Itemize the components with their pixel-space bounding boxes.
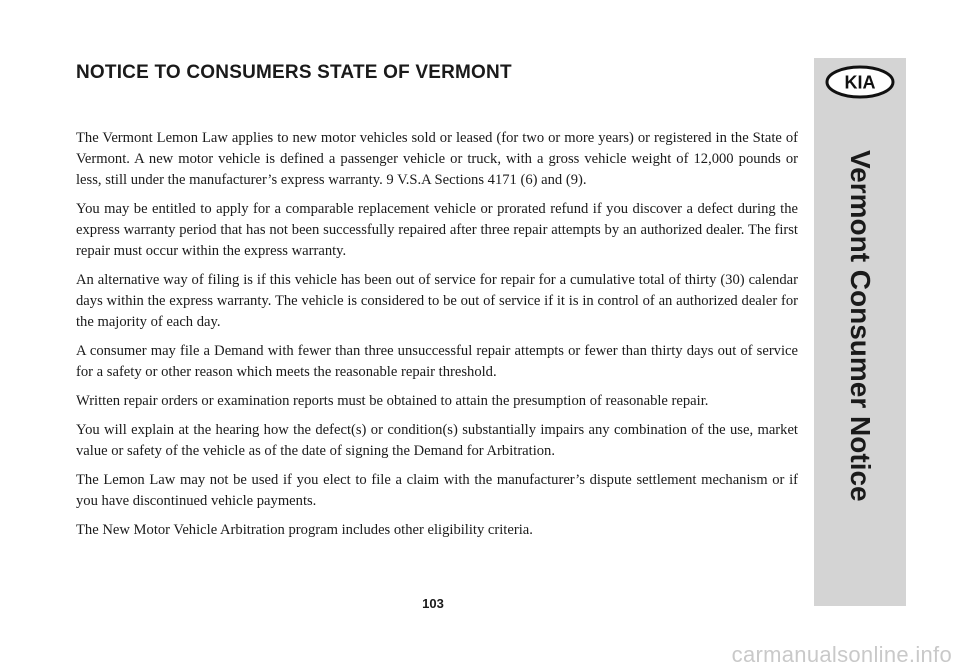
paragraph-hearing: You will explain at the hearing how the defect(s) or condition(s) substantially impairs any combination of the use, market value or safety of the vehicle as of the date of signing the Demand for Arbitration. [76,422,798,459]
paragraph-lemon-law-scope: The Vermont Lemon Law applies to new motor vehicles sold or leased (for two or more years) or registered in the State of Vermont. A new motor vehicle is defined a passenger vehicle or truck, with a gross vehicle weight of 12,000 pounds or less, still under the manufacturer’s express warranty. 9 V.S.A Sections 4171 (6) and (9). [76,130,798,188]
kia-logo-icon [824,64,896,100]
page-title: NOTICE TO CONSUMERS STATE OF VERMONT [76,62,512,83]
document-body [76,128,798,549]
side-tab [814,58,906,606]
paragraph-dispute-mechanism: The Lemon Law may not be used if you elect to file a claim with the manufacturer’s dispute settlement mechanism or if you have discontinued vehicle payments. [76,472,798,509]
paragraph-repair-orders: Written repair orders or examination reports must be obtained to attain the presumption of reasonable repair. [76,393,709,409]
side-tab-label: Vermont Consumer Notice [845,150,876,502]
paragraph-eligibility: The New Motor Vehicle Arbitration program includes other eligibility criteria. [76,522,533,538]
watermark: carmanualsonline.info [731,642,952,667]
paragraph-safety-threshold: A consumer may file a Demand with fewer than three unsuccessful repair attempts or fewer than thirty days out of service for a safety or other reason which meets the reasonable repair threshold. [76,343,798,380]
kia-logo-text: KIA [844,72,876,93]
paragraph-replacement-refund: You may be entitled to apply for a comparable replacement vehicle or prorated refund if you discover a defect during the express warranty period that has not been successfully repaired after three repair attempts by an authorized dealer. The first repair must occur within the express warranty. [76,201,798,259]
page-number: 103 [422,596,444,611]
paragraph-out-of-service: An alternative way of filing is if this vehicle has been out of service for repair for a cumulative total of thirty (30) calendar days within the express warranty. The vehicle is considered to be out of service if it is in control of an authorized dealer for the majority of each day. [76,272,798,330]
